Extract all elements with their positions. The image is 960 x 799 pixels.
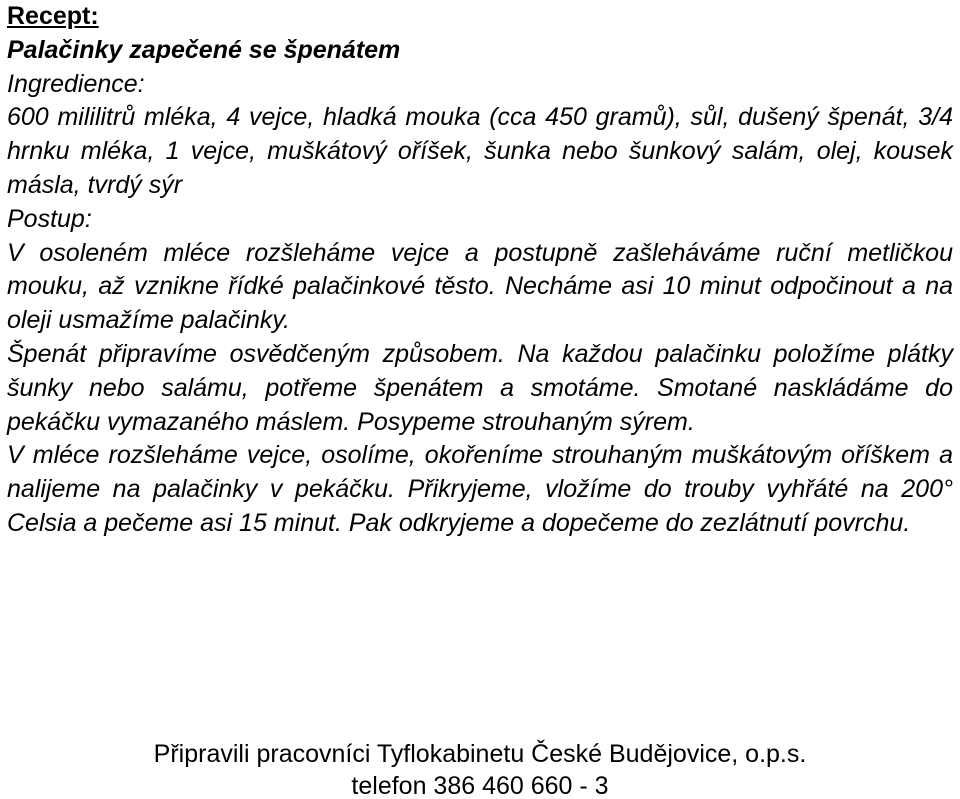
recipe-heading: Recept: [7,2,99,30]
footer-phone: telefon 386 460 660 - 3 [351,772,609,799]
document-footer [0,738,960,799]
procedure-step: V mléce rozšleháme vejce, osolíme, okořeníme strouhaným muškátovým oříškem a nalijeme na palačinky v pekáčku. Přikryjeme, vložíme do trouby vyhřáté na 200° Celsia a pečeme asi 15 minut. Pak odkryjeme a dopečeme do zezlátnutí povrchu. [7,441,953,537]
ingredients-text: 600 mililitrů mléka, 4 vejce, hladká mouka (cca 450 gramů), sůl, dušený špenát, 3/4 hrnku mléka, 1 vejce, muškátový oříšek, šunka nebo šunkový salám, olej, kousek másla, tvrdý sýr [7,103,953,199]
ingredients-label: Ingredience: [7,69,145,98]
procedure-step: V osoleném mléce rozšleháme vejce a postupně zašleháváme ruční metličkou mouku, až vznikne řídké palačinkové těsto. Necháme asi 10 minut odpočinout a na oleji usmažíme palačinky. [7,238,953,335]
recipe-document [7,0,953,541]
procedure-label: Postup: [7,204,92,233]
recipe-title: Palačinky zapečené se špenátem [7,35,401,64]
procedure-step: Špenát připravíme osvědčeným způsobem. Na každou palačinku položíme plátky šunky nebo salámu, potřeme špenátem a smotáme. Smotané naskládáme do pekáčku vymazaného máslem. Posypeme strouhaným sýrem. [7,339,953,436]
footer-credit: Připravili pracovníci Tyflokabinetu České Budějovice, o.p.s. [153,740,807,768]
